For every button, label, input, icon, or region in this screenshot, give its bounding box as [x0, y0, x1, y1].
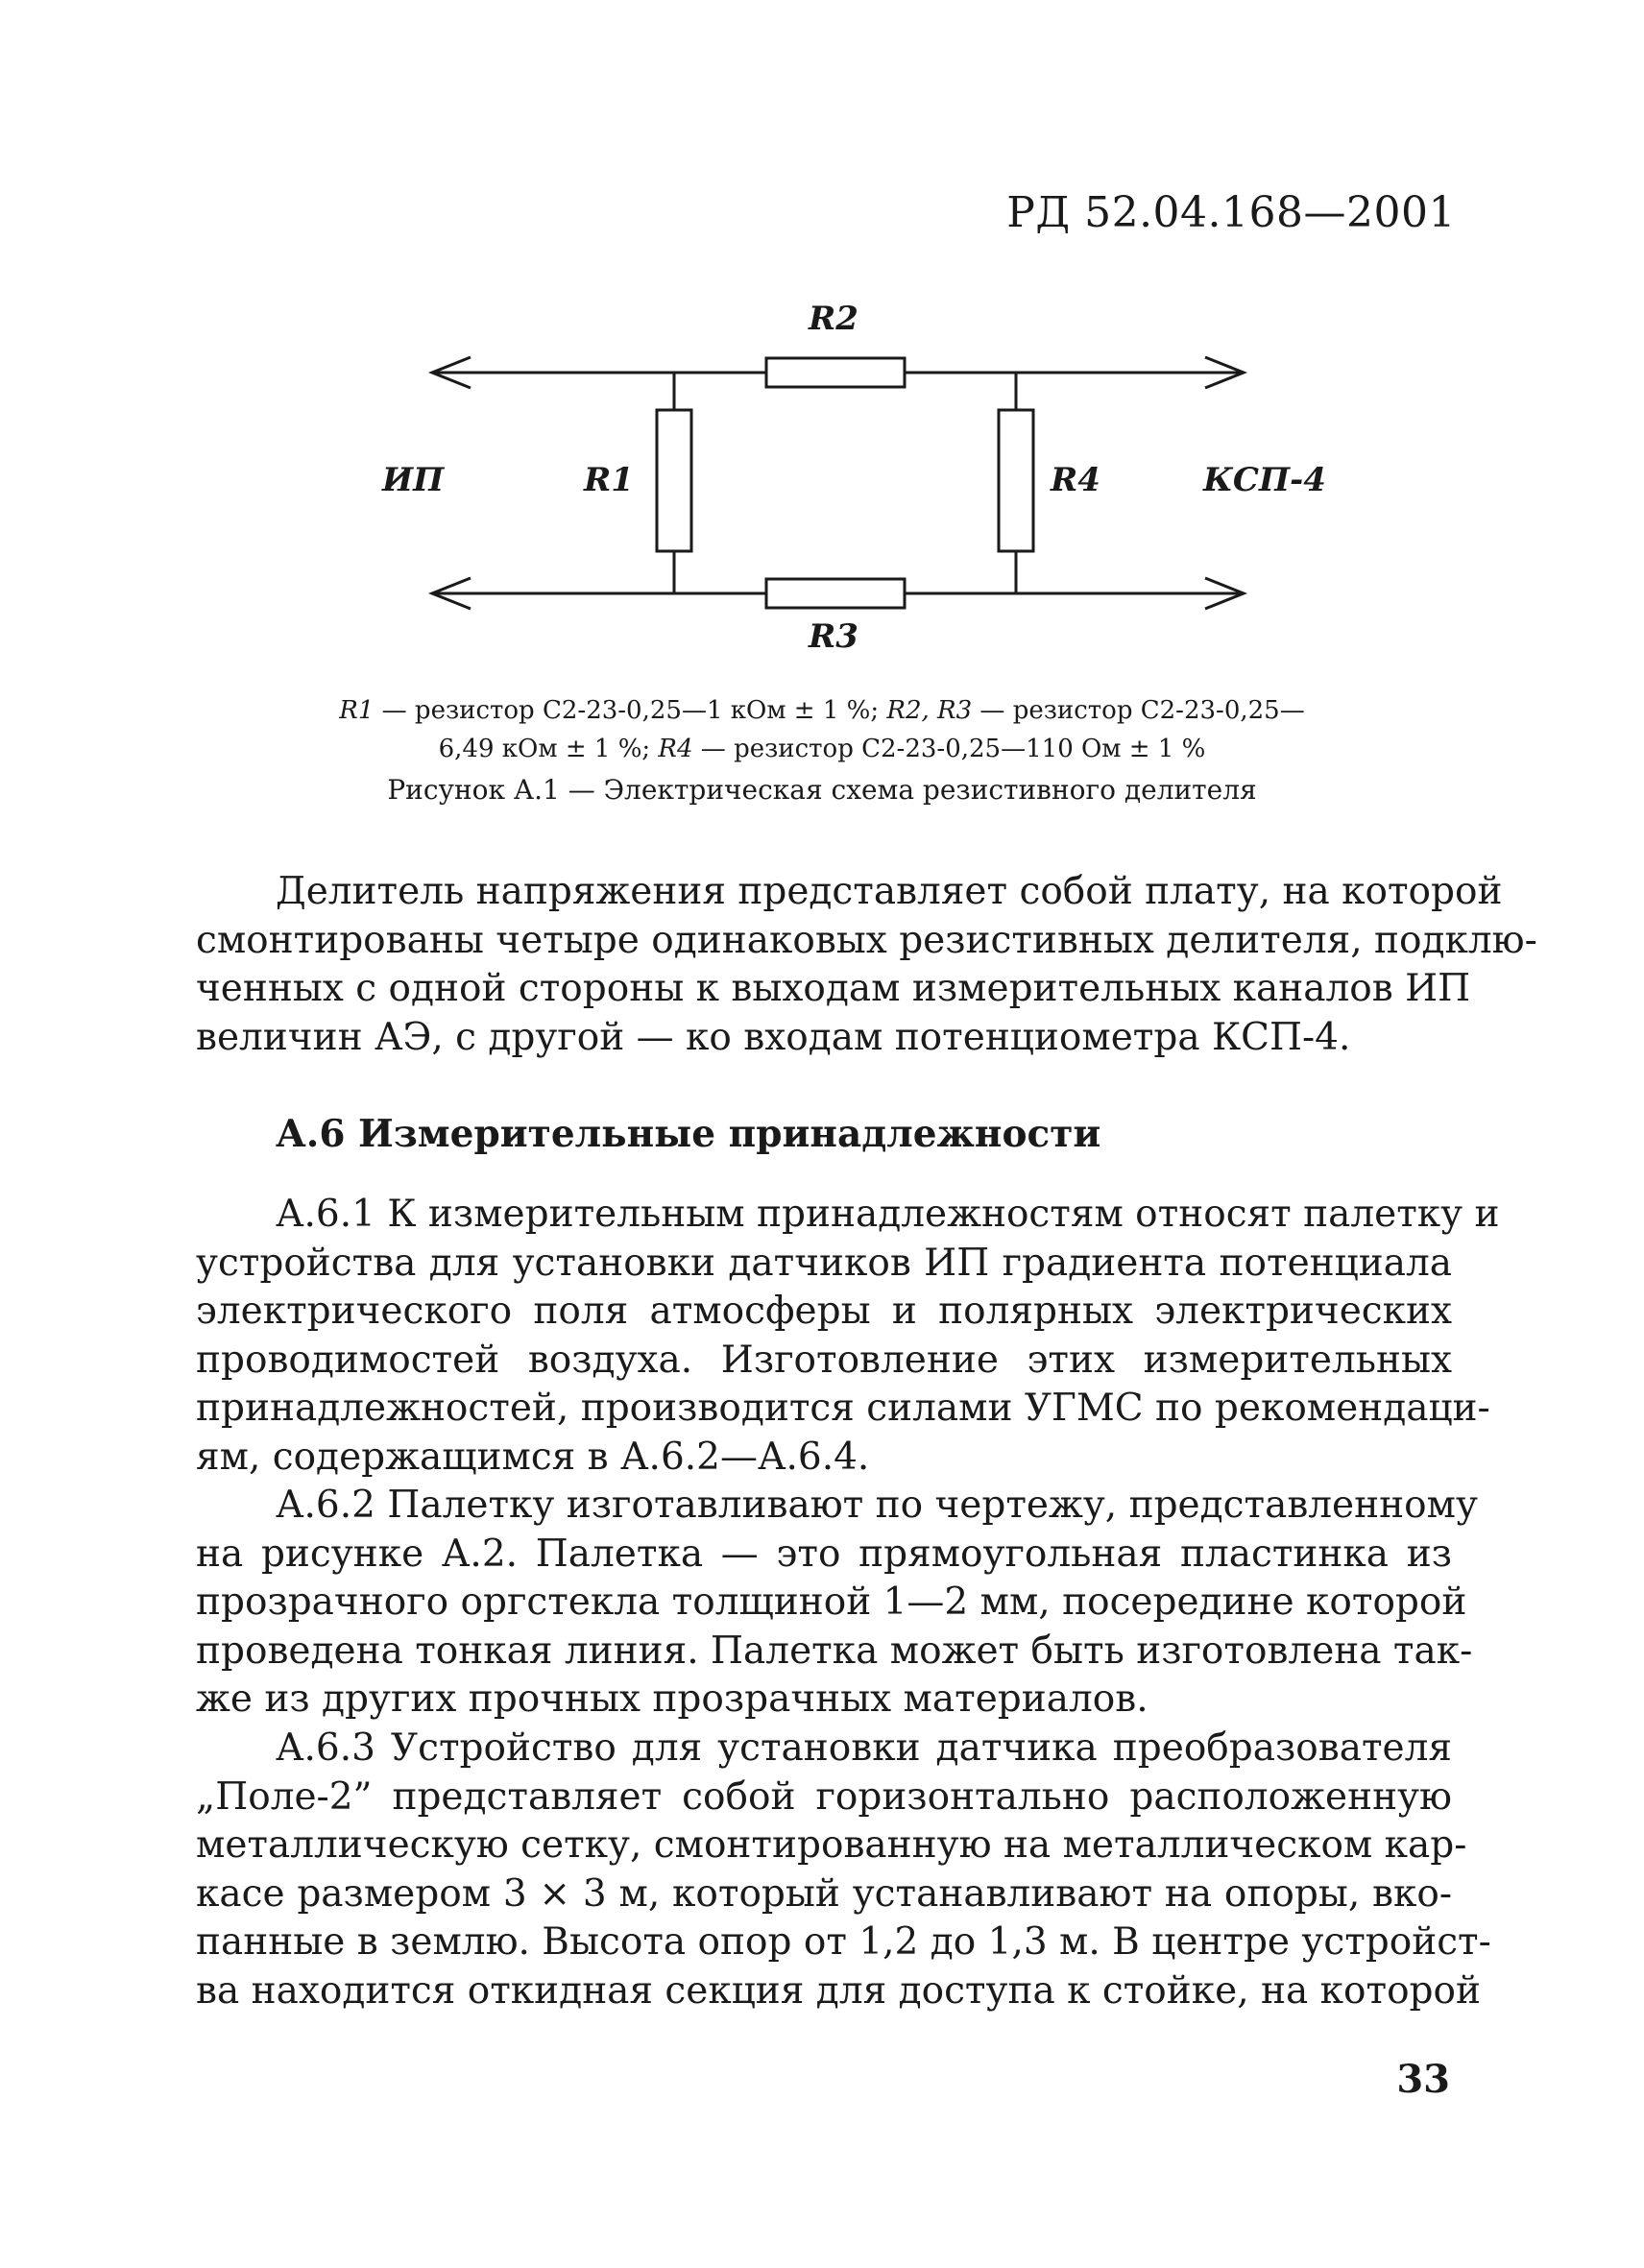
label-r3: R3	[809, 617, 858, 656]
figure-legend	[288, 691, 1356, 768]
paragraph-divider	[196, 868, 1537, 1062]
text-line: устройства для установки датчиков ИП градиента потенциала	[196, 1241, 1452, 1285]
section-heading: А.6 Измерительные принадлежности	[276, 1112, 1101, 1156]
document-code: РД 52.04.168—2001	[1006, 188, 1456, 237]
legend-r4: R4	[658, 735, 693, 763]
legend-r2-r3-text: — резистор С2-23-0,25—	[972, 696, 1305, 725]
text-line: проведена тонкая линия. Палетка может быть изготовлена так-	[196, 1629, 1473, 1673]
text-line: ва находится откидная секция для доступа к стойке, на которой	[196, 1968, 1481, 2013]
paragraph-a6-2	[196, 1482, 1478, 1725]
text-line: электрического поля атмосферы и полярных электрических	[196, 1290, 1452, 1333]
text-line: ченных с одной стороны к выходам измерительных каналов ИП	[196, 967, 1471, 1010]
text-line: принадлежностей, производится силами УГМС по рекомендаци-	[196, 1387, 1490, 1430]
label-r1: R1	[584, 461, 634, 499]
page-number: 33	[1396, 2057, 1450, 2102]
text-line: на рисунке А.2. Палетка — это прямоугольная пластинка из	[196, 1532, 1452, 1576]
resistor-r3	[766, 579, 905, 608]
resistive-divider-schematic	[0, 0, 1644, 691]
legend-r4-text: — резистор С2-23-0,25—110 Ом ± 1 %	[692, 735, 1206, 763]
text-line: панные в землю. Высота опор от 1,2 до 1,3 м. В центре устройст-	[196, 1920, 1491, 1964]
text-line: А.6.3 Устройство для установки датчика преобразователя	[276, 1726, 1452, 1770]
text-line: А.6.2 Палетку изготавливают по чертежу, представленному	[276, 1484, 1478, 1527]
legend-r1: R1	[339, 696, 375, 725]
legend-r2-r3: R2, R3	[886, 696, 973, 725]
figure-caption: Рисунок А.1 — Электрическая схема резистивного делителя	[387, 774, 1257, 806]
label-right-terminal: КСП-4	[1203, 461, 1326, 499]
text-line: же из других прочных прозрачных материалов.	[196, 1677, 1148, 1721]
resistor-r2	[766, 358, 905, 387]
text-line: смонтированы четыре одинаковых резистивных делителя, подклю-	[196, 918, 1537, 962]
text-line: металлическую сетку, смонтированную на металлическом кар-	[196, 1823, 1467, 1867]
legend-line-2	[288, 730, 1356, 768]
text-line: Делитель напряжения представляет собой плату, на которой	[276, 870, 1503, 913]
label-left-terminal: ИП	[382, 461, 445, 499]
text-line: проводимостей воздуха. Изготовление этих измерительных	[196, 1338, 1452, 1382]
text-line: касе размером 3 × 3 м, который устанавливают на опоры, вко-	[196, 1871, 1452, 1916]
text-line: прозрачного оргстекла толщиной 1—2 мм, посередине которой	[196, 1580, 1467, 1624]
text-line: ям, содержащимся в А.6.2—А.6.4.	[196, 1435, 870, 1479]
legend-r1-text: — резистор С2-23-0,25—1 кОм ± 1 %;	[374, 696, 887, 725]
text-line: величин АЭ, с другой — ко входам потенциометра КСП-4.	[196, 1015, 1351, 1059]
label-r2: R2	[809, 300, 858, 338]
resistor-r1	[657, 410, 691, 551]
legend-line-1	[288, 691, 1356, 730]
legend-r2-r3-value: 6,49 кОм ± 1 %;	[438, 735, 659, 763]
resistor-r4	[999, 410, 1033, 551]
paragraph-a6-1	[196, 1191, 1500, 1482]
label-r4: R4	[1051, 461, 1100, 499]
paragraph-a6-3	[196, 1725, 1491, 2015]
text-line: „Поле-2” представляет собой горизонтально расположенную	[196, 1774, 1452, 1819]
text-line: А.6.1 К измерительным принадлежностям относят палетку и	[276, 1193, 1500, 1236]
